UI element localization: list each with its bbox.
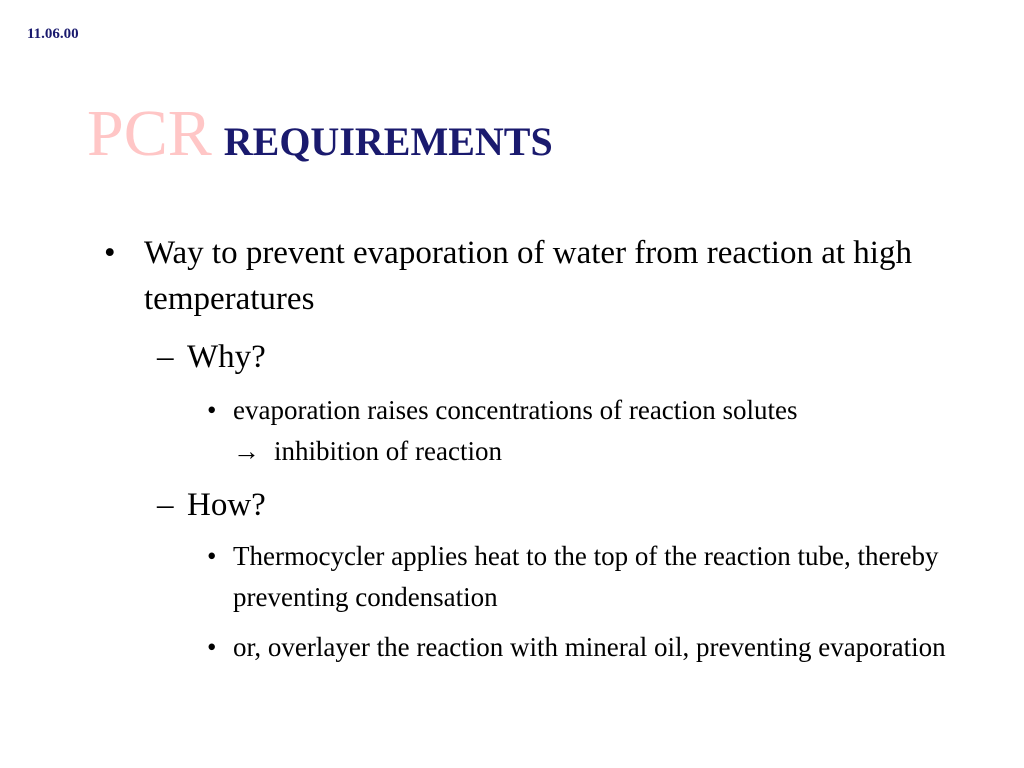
bullet-why-detail [207, 390, 967, 472]
why-detail-line-1: evaporation raises concentrations of reaction solutes [233, 395, 798, 425]
bullet-why-text: Why? [187, 339, 266, 375]
bullet-how [157, 482, 857, 528]
title-requirements: REQUIREMENTS [223, 119, 553, 164]
bullet-how-text: How? [187, 487, 266, 523]
bullet-how-detail-1-text: Thermocycler applies heat to the top of the reaction tube, thereby preventing condensation [233, 541, 939, 612]
title-pcr: PCR [87, 97, 212, 170]
bullet-how-detail-2 [207, 627, 967, 668]
right-arrow-icon: → [233, 436, 260, 466]
bullet-why [157, 334, 857, 380]
bullet-why-detail-marker: • [207, 395, 217, 425]
slide-title [87, 96, 553, 172]
bullet-how-detail-1-marker: • [207, 541, 217, 571]
bullet-how-marker: – [157, 487, 174, 523]
bullet-how-detail-2-marker: • [207, 632, 217, 662]
bullet-main [104, 230, 964, 322]
bullet-why-detail-text [233, 390, 967, 472]
bullet-how-detail-2-text: or, overlayer the reaction with mineral oil, preventing evaporation [233, 632, 946, 662]
slide-date: 11.06.00 [27, 26, 79, 42]
bullet-main-marker: • [104, 235, 116, 271]
bullet-how-detail-1 [207, 536, 967, 618]
bullet-main-text: Way to prevent evaporation of water from reaction at high temperatures [144, 235, 912, 317]
why-detail-line-2: inhibition of reaction [274, 436, 502, 466]
bullet-why-marker: – [157, 339, 174, 375]
